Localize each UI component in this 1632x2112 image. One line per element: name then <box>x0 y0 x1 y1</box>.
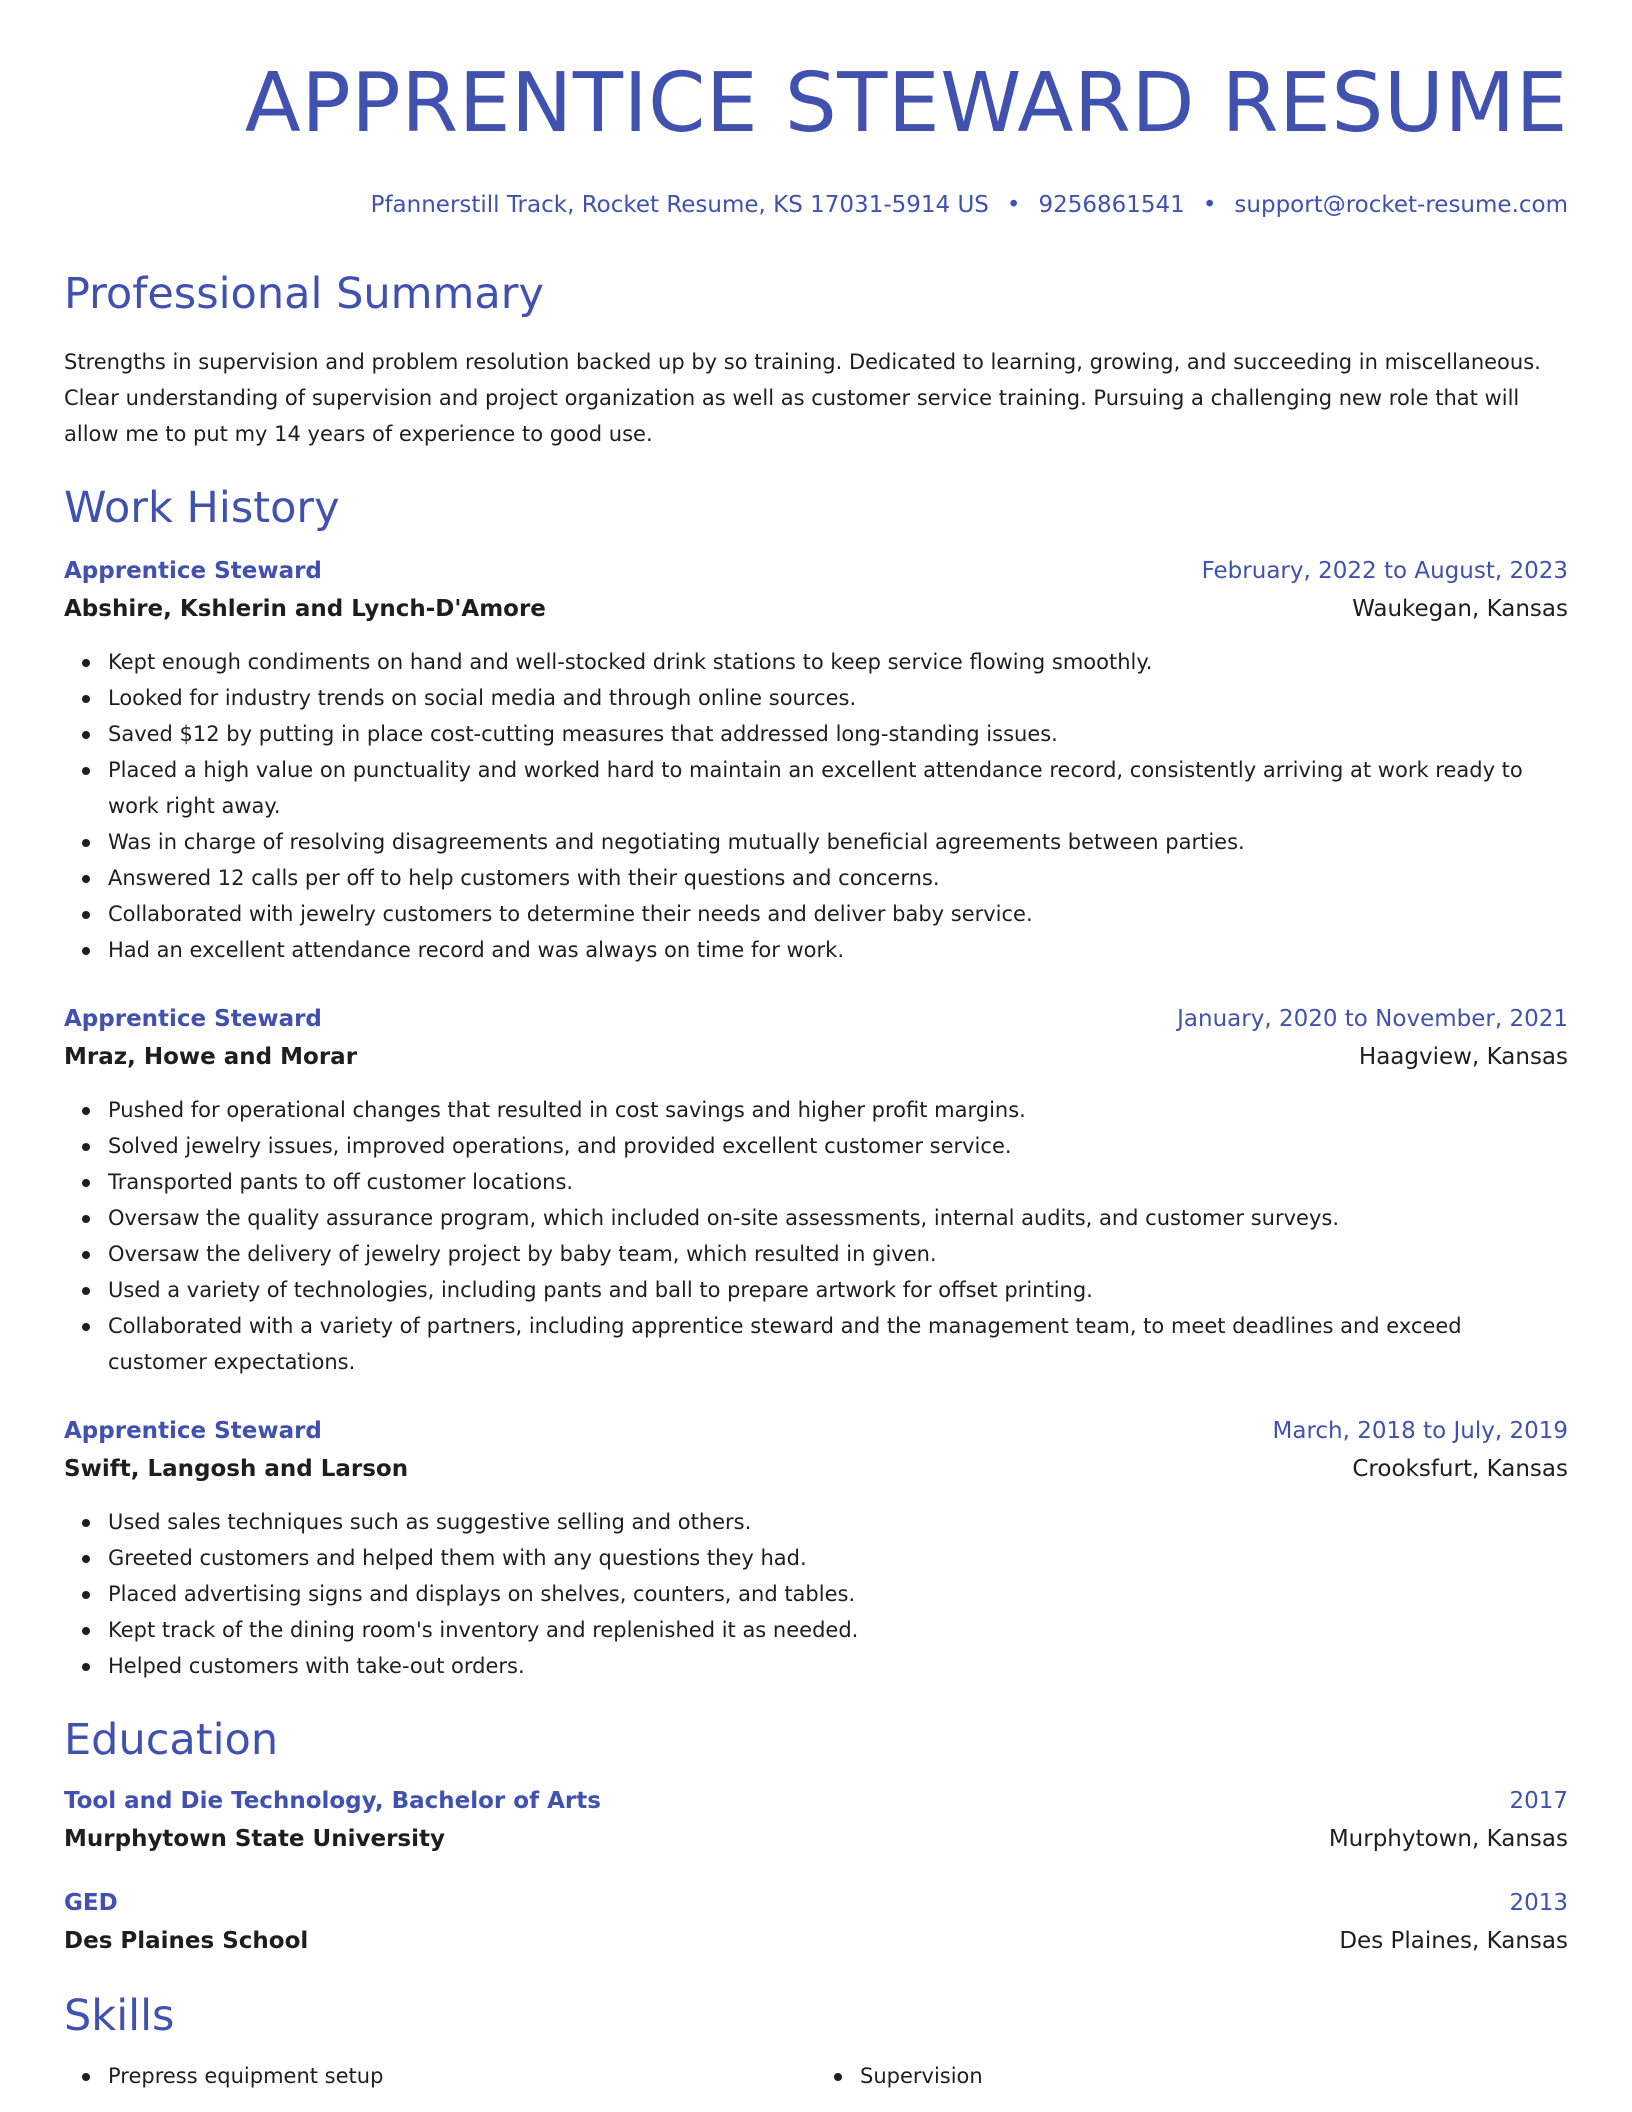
job-employer: Abshire, Kshlerin and Lynch-D'Amore <box>64 596 546 622</box>
job-dates: January, 2020 to November, 2021 <box>1177 1006 1568 1032</box>
job-bullet-item: Solved jewelry issues, improved operations, and provided excellent customer service. <box>108 1128 1568 1164</box>
job-location: Waukegan, Kansas <box>1352 596 1568 622</box>
job-role: Apprentice Steward <box>64 1006 322 1032</box>
job-bullet-item: Placed a high value on punctuality and worked hard to maintain an excellent attendance record, consistently arriving at work ready to work right away. <box>108 752 1568 824</box>
education-entry <box>64 1782 1568 1858</box>
skills-column-left <box>64 2058 816 2094</box>
education-school-row <box>64 1922 1568 1960</box>
contact-phone: 9256861541 <box>1038 192 1185 218</box>
job-bullet-item: Collaborated with a variety of partners, including apprentice steward and the management team, to meet deadlines and exceed customer expectations. <box>108 1308 1568 1380</box>
job-role: Apprentice Steward <box>64 1418 322 1444</box>
summary-heading: Professional Summary <box>64 269 544 319</box>
job-bullet-item: Answered 12 calls per off to help customers with their questions and concerns. <box>108 860 1568 896</box>
job-bullet-item: Oversaw the quality assurance program, which included on-site assessments, internal audits, and customer surveys. <box>108 1200 1568 1236</box>
job-bullet-item: Used sales techniques such as suggestive selling and others. <box>108 1504 1568 1540</box>
contact-separator: • <box>1006 192 1021 218</box>
work-history-heading: Work History <box>64 483 340 533</box>
job-employer: Mraz, Howe and Morar <box>64 1044 358 1070</box>
skill-item: Prepress equipment setup <box>108 2058 816 2094</box>
job-header-row <box>64 552 1568 590</box>
education-year: 2013 <box>1509 1890 1568 1916</box>
education-school-row <box>64 1820 1568 1858</box>
resume-page <box>64 0 1568 2094</box>
job-role: Apprentice Steward <box>64 558 322 584</box>
job-bullet-item: Collaborated with jewelry customers to determine their needs and deliver baby service. <box>108 896 1568 932</box>
job-bullets <box>64 1092 1568 1380</box>
job-employer-row <box>64 1450 1568 1488</box>
job-bullets <box>64 1504 1568 1684</box>
job-bullet-item: Saved $12 by putting in place cost-cutting measures that addressed long-standing issues. <box>108 716 1568 752</box>
education-year: 2017 <box>1509 1788 1568 1814</box>
job-bullet-item: Kept enough condiments on hand and well-stocked drink stations to keep service flowing smoothly. <box>108 644 1568 680</box>
job-bullet-item: Transported pants to off customer locations. <box>108 1164 1568 1200</box>
job-bullet-item: Used a variety of technologies, including pants and ball to prepare artwork for offset printing. <box>108 1272 1568 1308</box>
contact-address: Pfannerstill Track, Rocket Resume, KS 17031-5914 US <box>370 192 989 218</box>
job-bullet-item: Kept track of the dining room's inventory and replenished it as needed. <box>108 1612 1568 1648</box>
skills-column-right <box>816 2058 1568 2094</box>
contact-line <box>64 190 1568 220</box>
job-bullet-item: Greeted customers and helped them with any questions they had. <box>108 1540 1568 1576</box>
education-location: Des Plaines, Kansas <box>1339 1928 1568 1954</box>
summary-text: Strengths in supervision and problem resolution backed up by so training. Dedicated to learning, growing, and succeeding in miscellaneous. Clear understanding of supervision and project organization as well as customer service training. Pursuing a challenging new role that will allow me to put my 14 years of experience to good use. <box>64 350 1541 446</box>
job-employer: Swift, Langosh and Larson <box>64 1456 409 1482</box>
contact-separator: • <box>1202 192 1217 218</box>
job-header-row <box>64 1000 1568 1038</box>
job-dates: February, 2022 to August, 2023 <box>1201 558 1568 584</box>
resume-title: APPRENTICE STEWARD RESUME <box>244 56 1568 151</box>
job-entry <box>64 552 1568 968</box>
education-degree: GED <box>64 1890 118 1916</box>
education-school: Murphytown State University <box>64 1826 445 1852</box>
education-header-row <box>64 1782 1568 1820</box>
skill-item: Supervision <box>860 2058 1568 2094</box>
job-bullet-item: Helped customers with take-out orders. <box>108 1648 1568 1684</box>
job-bullet-item: Pushed for operational changes that resulted in cost savings and higher profit margins. <box>108 1092 1568 1128</box>
job-bullet-item: Had an excellent attendance record and was always on time for work. <box>108 932 1568 968</box>
job-entry <box>64 1412 1568 1684</box>
education-heading: Education <box>64 1715 279 1765</box>
job-location: Haagview, Kansas <box>1358 1044 1568 1070</box>
job-bullet-item: Was in charge of resolving disagreements and negotiating mutually beneficial agreements between parties. <box>108 824 1568 860</box>
job-dates: March, 2018 to July, 2019 <box>1272 1418 1568 1444</box>
job-employer-row <box>64 590 1568 628</box>
job-header-row <box>64 1412 1568 1450</box>
job-bullet-item: Placed advertising signs and displays on shelves, counters, and tables. <box>108 1576 1568 1612</box>
education-entry <box>64 1884 1568 1960</box>
education-list <box>64 1782 1568 1960</box>
education-degree: Tool and Die Technology, Bachelor of Arts <box>64 1788 601 1814</box>
job-employer-row <box>64 1038 1568 1076</box>
education-header-row <box>64 1884 1568 1922</box>
contact-email: support@rocket-resume.com <box>1234 192 1568 218</box>
job-location: Crooksfurt, Kansas <box>1352 1456 1568 1482</box>
skills-heading: Skills <box>64 1991 175 2041</box>
job-bullet-item: Looked for industry trends on social media and through online sources. <box>108 680 1568 716</box>
job-entry <box>64 1000 1568 1380</box>
job-bullets <box>64 644 1568 968</box>
education-location: Murphytown, Kansas <box>1328 1826 1568 1852</box>
education-school: Des Plaines School <box>64 1928 309 1954</box>
job-bullet-item: Oversaw the delivery of jewelry project by baby team, which resulted in given. <box>108 1236 1568 1272</box>
skills-list <box>64 2058 1568 2094</box>
work-history-list <box>64 552 1568 1684</box>
